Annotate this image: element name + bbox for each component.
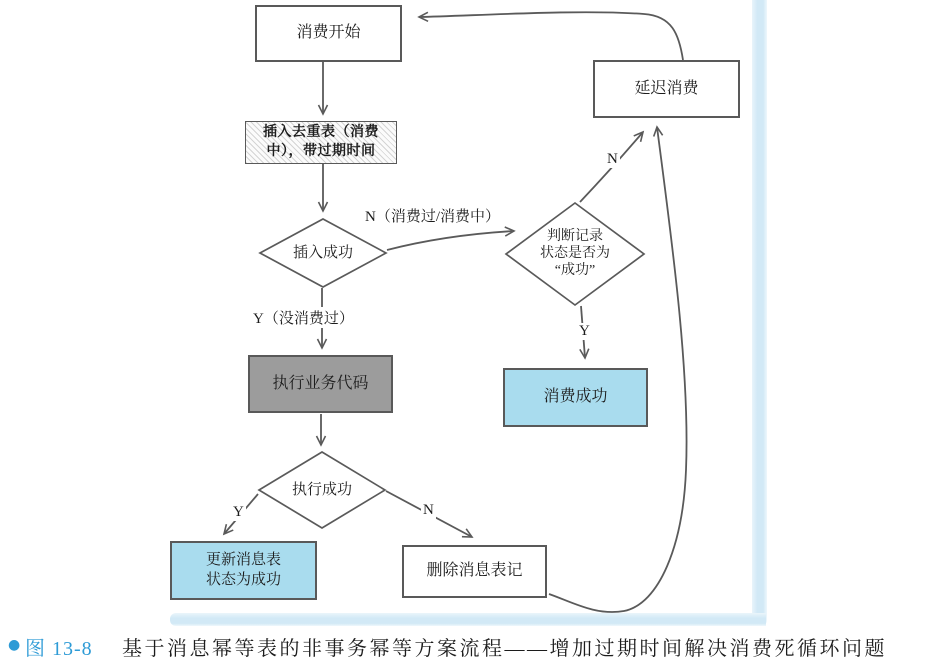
node-consume-start-label: 消费开始 — [296, 24, 361, 42]
node-insert-dedup-line2: 中），带过期时间 — [266, 143, 376, 159]
caption-bullet-icon: ● — [8, 637, 21, 653]
node-update-status — [170, 541, 317, 600]
node-consume-success-label: 消费成功 — [543, 388, 608, 406]
edge-label-check-no: N — [607, 151, 618, 167]
edge-d1-to-d2 — [387, 231, 514, 250]
edge-label-y-not-consumed: Y（没消费过） — [251, 307, 356, 328]
node-exec-business-code — [248, 355, 393, 413]
diamond-check-status-label — [510, 228, 640, 279]
edge-delay-to-start — [419, 12, 683, 60]
node-delay-consume — [593, 60, 740, 118]
node-update-status-line2: 状态为成功 — [205, 571, 281, 588]
edge-label-n-consumed: N（消费过/消费中） — [363, 205, 502, 226]
figure-caption — [0, 632, 934, 661]
node-update-status-line1: 更新消息表 — [205, 552, 281, 568]
node-delete-record-label: 删除消息表记 — [426, 562, 523, 580]
edge-label-exec-no: N — [423, 502, 434, 518]
node-insert-dedup-line1: 插入去重表（消费 — [263, 125, 379, 141]
node-consume-start — [255, 5, 402, 62]
edge-label-check-yes: Y — [579, 323, 590, 339]
node-delete-record — [402, 545, 547, 598]
diamond-check-status-line3: “成功” — [554, 263, 596, 279]
caption-text: 基于消息幂等表的非事务幂等方案流程——增加过期时间解决消费死循环问题 — [122, 638, 887, 660]
caption-figure-number: 图 13-8 — [25, 638, 93, 660]
diamond-check-status-line1: 判断记录 — [547, 229, 603, 244]
node-insert-dedup-table — [245, 121, 397, 164]
diamond-insert-success-label: 插入成功 — [292, 245, 353, 261]
node-delay-consume-label: 延迟消费 — [634, 79, 699, 97]
edge-label-exec-yes: Y — [233, 504, 244, 520]
diamond-check-status-line2: 状态是否为 — [540, 246, 610, 262]
node-exec-business-code-label: 执行业务代码 — [272, 374, 369, 392]
node-consume-success — [503, 368, 648, 427]
diamond-exec-success-label: 执行成功 — [291, 482, 352, 498]
